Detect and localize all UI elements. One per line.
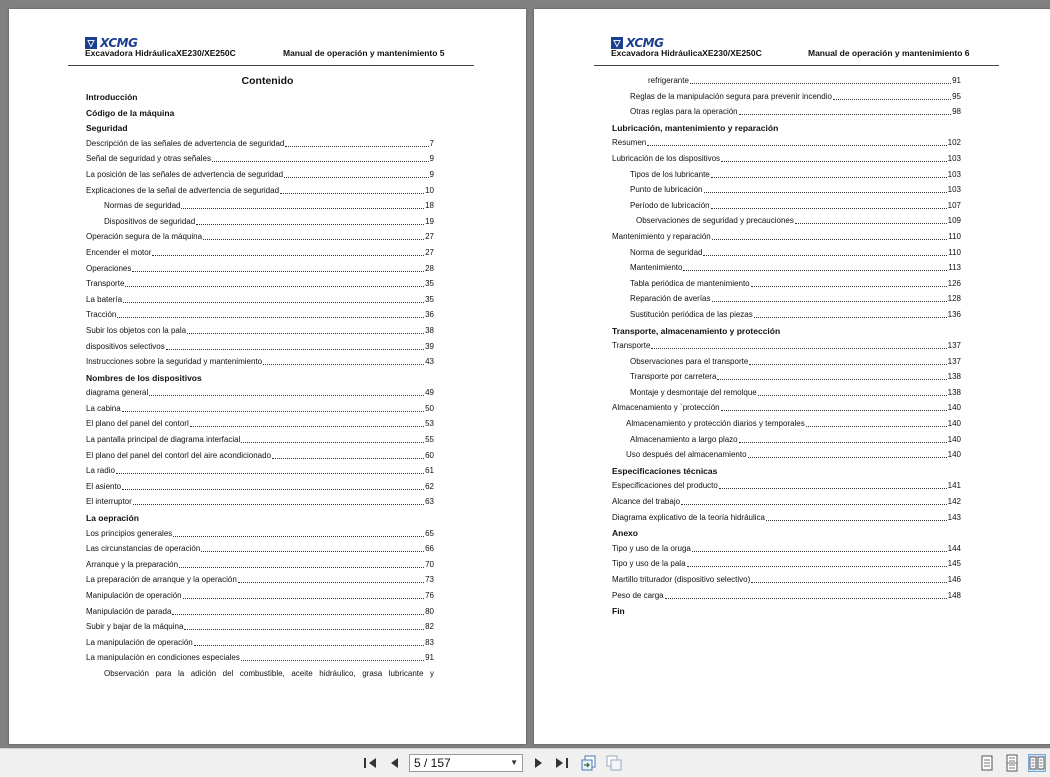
- toc-entry: [86, 404, 434, 420]
- toc-entry: [86, 357, 434, 373]
- viewer-toolbar: [0, 748, 1050, 777]
- toc-entry: [86, 92, 434, 108]
- toc-entry-page: 143: [947, 512, 961, 522]
- toc-entry-page: 103: [947, 185, 961, 195]
- toc-entry: [612, 528, 961, 544]
- toc-entry: [612, 606, 961, 622]
- toc-entry: [86, 544, 434, 560]
- toc-leader-dots: [190, 419, 424, 427]
- toc-entry-page: 103: [947, 169, 961, 179]
- toc-leader-dots: [241, 435, 424, 443]
- toc-entry-label: Uso después del almacenamiento: [626, 450, 747, 460]
- toc-entry: [612, 513, 961, 529]
- toc-leader-dots: [766, 513, 947, 521]
- toc-entry-page: 49: [425, 388, 434, 398]
- toc-entry-page: 137: [947, 341, 961, 351]
- toc-entry-label: Tipo y uso de la pala: [612, 559, 686, 569]
- toc-entry-label: Alcance del trabajo: [612, 497, 681, 507]
- toc-leader-dots: [690, 76, 951, 84]
- toc-entry: [612, 403, 961, 419]
- toc-entry: [86, 139, 434, 155]
- toc-entry-label: Explicaciones de la señal de advertencia de seguridad: [86, 185, 280, 195]
- header-left-title: Excavadora HidráulicaXE230/XE250C: [611, 48, 762, 58]
- toc-entry-page: 50: [425, 403, 434, 413]
- toc-entry: [612, 326, 961, 342]
- toc-entry: [86, 513, 434, 529]
- toc-entry-label: La manipulación en condiciones especiales: [86, 653, 240, 663]
- toc-entry: [612, 154, 961, 170]
- toc-entry-page: 28: [425, 263, 434, 273]
- toc-entry: [612, 450, 961, 466]
- toc-entry: [86, 497, 434, 513]
- toc-entry-label: Lubricación, mantenimiento y reparación: [612, 122, 779, 133]
- toc-entry-label: Transporte, almacenamiento y protección: [612, 325, 781, 336]
- header-left-title: Excavadora HidráulicaXE230/XE250C: [85, 48, 236, 58]
- toc-leader-dots: [122, 482, 424, 490]
- toc-entry-page: 140: [947, 403, 961, 413]
- toc-entry-label: El asiento: [86, 481, 122, 491]
- toc-entry: [612, 216, 961, 232]
- toc-leader-dots: [196, 217, 424, 225]
- toc-entry: [612, 263, 961, 279]
- toc-entry-page: 145: [947, 559, 961, 569]
- toc-title: Contenido: [241, 75, 294, 87]
- toc-entry: [612, 481, 961, 497]
- toc-entry-label: Norma de seguridad: [630, 247, 703, 257]
- toc-entry-label: Diagrama explicativo de la teoría hidráulica: [612, 512, 765, 522]
- toc-leader-dots: [754, 310, 947, 318]
- toc-entry-label: refrigerante: [648, 76, 689, 85]
- toc-entry-page: 70: [425, 559, 434, 569]
- toc-entry-label: Observaciones para el transporte: [630, 356, 749, 366]
- toc-entry: [612, 92, 961, 108]
- toc-leader-dots: [187, 326, 424, 334]
- toc-leader-dots: [739, 435, 947, 443]
- toc-leader-dots: [284, 170, 429, 178]
- toc-entry-label: Transporte por carretera: [630, 372, 717, 382]
- toc-leader-dots: [149, 388, 424, 396]
- toc-entry-page: 18: [425, 201, 434, 211]
- toc-entry-label: Reparación de averías: [630, 294, 711, 304]
- toc-leader-dots: [795, 216, 947, 224]
- toc-entry-page: 91: [425, 653, 434, 663]
- toc-entry: [612, 388, 961, 404]
- toc-entry: [86, 607, 434, 623]
- toc-list-left: [86, 92, 434, 685]
- toc-entry-label: Observaciones de seguridad y precauciones: [636, 216, 794, 226]
- toc-entry-label: Transporte: [86, 279, 125, 289]
- toc-entry-label: Especificaciones del producto: [612, 481, 718, 491]
- toc-leader-dots: [125, 279, 424, 287]
- toc-leader-dots: [183, 591, 424, 599]
- toc-entry-page: 138: [947, 387, 961, 397]
- toc-leader-dots: [117, 310, 424, 318]
- first-page-icon[interactable]: [362, 755, 378, 771]
- xcmg-logo-mark-icon: ▽: [85, 37, 97, 49]
- toc-entry: [612, 123, 961, 139]
- pdf-page-left: [9, 9, 526, 744]
- toc-entry-label: Almacenamiento a largo plazo: [630, 434, 738, 444]
- toc-entry: [86, 653, 434, 669]
- toc-entry-page: 62: [425, 481, 434, 491]
- toc-entry-label: Manipulación de parada: [86, 606, 172, 616]
- toc-leader-dots: [704, 185, 947, 193]
- toc-entry-page: 146: [947, 575, 961, 584]
- toc-leader-dots: [721, 403, 947, 411]
- toc-entry-page: 102: [947, 138, 961, 148]
- fit-width-icon[interactable]: [606, 755, 622, 771]
- toc-entry-label: Martillo triturador (dispositivo selectivo): [612, 575, 751, 584]
- toc-entry-page: 138: [947, 372, 961, 382]
- toc-entry-label: La preparación de arranque y la operación: [86, 575, 237, 585]
- toc-leader-dots: [647, 138, 946, 146]
- toc-entry-label: Señal de seguridad y otras señales: [86, 154, 211, 164]
- toc-entry-label: Subir y bajar de la máquina: [86, 622, 184, 632]
- toc-entry-label: Sustitución periódica de las piezas: [630, 309, 753, 319]
- pdf-page-right: [534, 9, 1050, 744]
- toc-entry: [612, 497, 961, 513]
- toc-entry-page: 107: [947, 200, 961, 210]
- toc-entry-page: 109: [947, 216, 961, 226]
- toc-entry-label: Tabla periódica de mantenimiento: [630, 278, 750, 288]
- toc-entry-page: 83: [425, 637, 434, 647]
- toc-entry-label: Dispositivos de seguridad: [104, 216, 196, 226]
- toc-leader-dots: [651, 341, 946, 349]
- toc-entry: [86, 373, 434, 389]
- toc-entry: [86, 388, 434, 404]
- toc-entry-label: La cabina: [86, 403, 121, 413]
- toc-entry: [86, 638, 434, 654]
- fit-page-icon[interactable]: [581, 755, 597, 771]
- toc-entry-page: 110: [948, 247, 961, 257]
- toc-entry-label: Tipos de los lubricante: [630, 169, 710, 179]
- toc-leader-dots: [184, 622, 424, 630]
- toc-entry-label: Subir los objetos con la pala: [86, 325, 187, 335]
- toc-entry: [86, 310, 434, 326]
- toc-leader-dots: [751, 575, 946, 583]
- toc-leader-dots: [166, 342, 424, 350]
- toc-entry-page: 136: [947, 309, 961, 319]
- single-page-view-icon[interactable]: [978, 754, 996, 772]
- toc-entry: [86, 529, 434, 545]
- toc-entry-label: La radio: [86, 466, 115, 476]
- toc-leader-dots: [739, 107, 951, 115]
- toc-entry-page: 27: [425, 232, 434, 242]
- toc-leader-dots: [212, 154, 429, 162]
- toc-entry-label: Código de la máquina: [86, 107, 175, 118]
- page-number-input[interactable]: [409, 754, 523, 772]
- toc-leader-dots: [172, 607, 424, 615]
- toc-entry-page: 35: [425, 294, 434, 304]
- toc-entry-label: Otras reglas para la operación: [630, 107, 738, 117]
- toc-leader-dots: [665, 591, 947, 599]
- toc-entry-page: 7: [429, 138, 434, 148]
- toc-leader-dots: [201, 544, 424, 552]
- toc-entry: [86, 435, 434, 451]
- toc-leader-dots: [712, 232, 948, 240]
- toc-entry: [86, 342, 434, 358]
- toc-entry-page: 98: [952, 107, 961, 117]
- toc-entry-label: Mantenimiento y reparación: [612, 231, 711, 241]
- toc-leader-dots: [285, 139, 428, 147]
- toc-list-right: [612, 76, 961, 622]
- toc-entry-label: Normas de seguridad: [104, 201, 181, 211]
- toc-entry: [86, 123, 434, 139]
- toc-entry-label: Operación segura de la máquina: [86, 232, 203, 242]
- prev-page-icon[interactable]: [386, 755, 402, 771]
- toc-leader-dots: [711, 201, 947, 209]
- toc-entry-page: 9: [429, 169, 434, 179]
- toc-entry-label: La posición de las señales de advertencia de seguridad: [86, 169, 284, 179]
- toc-entry-label: Observación para la adición del combustible, aceite hidráulico, grasa lubricante y: [104, 668, 434, 678]
- toc-entry-page: 113: [948, 263, 961, 273]
- toc-entry-label: Almacenamiento y protección diarios y temporales: [626, 419, 805, 429]
- toc-entry: [612, 170, 961, 186]
- toc-leader-dots: [806, 419, 947, 427]
- toc-entry-page: 144: [947, 543, 961, 553]
- toc-entry-page: 140: [947, 419, 961, 429]
- toc-entry-page: 95: [952, 91, 961, 101]
- toc-leader-dots: [194, 638, 424, 646]
- toc-leader-dots: [152, 248, 424, 256]
- toc-entry: [86, 560, 434, 576]
- toc-leader-dots: [721, 154, 947, 162]
- toc-entry-label: Introducción: [86, 92, 138, 102]
- next-page-icon[interactable]: [531, 755, 547, 771]
- toc-entry: [612, 559, 961, 575]
- header-rule: [594, 65, 999, 66]
- toc-leader-dots: [173, 529, 424, 537]
- toc-entry: [86, 591, 434, 607]
- toc-entry-label: Período de lubricación: [630, 200, 710, 210]
- toc-entry: [612, 341, 961, 357]
- toc-entry: [612, 201, 961, 217]
- toc-entry-label: Almacenamiento y `protección: [612, 403, 720, 413]
- toc-leader-dots: [116, 466, 424, 474]
- header-right-title: Manual de operación y mantenimiento 5: [283, 48, 445, 58]
- toc-entry-label: Seguridad: [86, 123, 128, 134]
- toc-entry: [86, 201, 434, 217]
- xcmg-logo-text: XCMG: [100, 36, 138, 50]
- toc-entry: [612, 419, 961, 435]
- toc-entry-page: 126: [947, 278, 961, 288]
- toc-leader-dots: [241, 653, 424, 661]
- toc-entry-page: 43: [425, 357, 434, 367]
- toc-entry-label: Operaciones: [86, 263, 132, 273]
- toc-entry: [86, 232, 434, 248]
- toc-entry-label: El plano del panel del contorl: [86, 419, 189, 429]
- toc-leader-dots: [132, 264, 424, 272]
- toc-entry: [612, 185, 961, 201]
- toc-entry-label: Mantenimiento: [630, 263, 683, 273]
- toc-entry-page: 38: [425, 325, 434, 335]
- two-page-view-icon[interactable]: [1028, 754, 1046, 772]
- toc-entry-page: 53: [425, 419, 434, 429]
- toc-entry: [612, 107, 961, 123]
- toc-entry-label: El plano del panel del contorl del aire acondicionado: [86, 450, 272, 460]
- toc-entry: [612, 310, 961, 326]
- toc-leader-dots: [179, 560, 424, 568]
- toc-leader-dots: [687, 559, 947, 567]
- toc-entry: [612, 279, 961, 295]
- toc-entry-label: Lubricación de los dispositivos: [612, 153, 721, 163]
- toc-entry-page: 76: [425, 591, 434, 600]
- continuous-view-icon[interactable]: [1003, 754, 1021, 772]
- header-rule: [68, 65, 474, 66]
- toc-entry: [612, 248, 961, 264]
- toc-entry-page: 63: [425, 497, 434, 507]
- toc-entry-label: dispositivos selectivos: [86, 341, 165, 351]
- xcmg-logo-text: XCMG: [626, 36, 664, 50]
- toc-entry-label: Punto de lubricación: [630, 185, 703, 195]
- toc-leader-dots: [712, 294, 947, 302]
- toc-entry-label: Especificaciones técnicas: [612, 465, 718, 476]
- toc-entry: [86, 154, 434, 170]
- toc-entry-label: Las circunstancias de operación: [86, 544, 201, 554]
- toc-entry: [86, 622, 434, 638]
- toc-leader-dots: [238, 575, 424, 583]
- toc-entry-page: 73: [425, 575, 434, 585]
- toc-entry: [612, 294, 961, 310]
- toc-entry: [612, 466, 961, 482]
- toc-entry-page: 61: [425, 466, 434, 476]
- xcmg-logo-mark-icon: ▽: [611, 37, 623, 49]
- toc-entry: [612, 232, 961, 248]
- toc-entry-page: 60: [425, 450, 434, 460]
- toc-entry-label: Reglas de la manipulación segura para prevenir incendio: [630, 91, 832, 101]
- toc-entry-page: 82: [425, 622, 434, 632]
- toc-leader-dots: [280, 186, 424, 194]
- toc-leader-dots: [703, 248, 947, 256]
- toc-leader-dots: [123, 295, 424, 303]
- toc-entry-page: 27: [425, 247, 434, 257]
- toc-leader-dots: [749, 357, 946, 365]
- toc-entry-label: La batería: [86, 294, 123, 304]
- toc-leader-dots: [203, 232, 424, 240]
- toc-entry: [86, 326, 434, 342]
- toc-entry-page: 19: [425, 216, 434, 226]
- toc-entry: [612, 575, 961, 591]
- toc-entry-page: 142: [947, 497, 961, 507]
- toc-entry-label: Arranque y la preparación: [86, 559, 179, 569]
- toc-entry-label: El interruptor: [86, 497, 132, 507]
- toc-entry: [86, 248, 434, 264]
- toc-leader-dots: [748, 450, 947, 458]
- page-dropdown-chevron-icon[interactable]: ▼: [510, 758, 518, 767]
- toc-entry-page: 55: [425, 435, 434, 445]
- toc-leader-dots: [681, 497, 947, 505]
- toc-entry-label: Peso de carga: [612, 590, 664, 600]
- last-page-icon[interactable]: [554, 755, 570, 771]
- toc-entry: [86, 170, 434, 186]
- toc-entry-label: La manipulación de operación: [86, 637, 193, 647]
- toc-entry: [612, 372, 961, 388]
- toc-entry: [86, 264, 434, 280]
- toc-entry: [86, 466, 434, 482]
- toc-entry-page: 137: [947, 356, 961, 366]
- toc-entry: [86, 217, 434, 233]
- toc-leader-dots: [683, 263, 947, 271]
- toc-leader-dots: [758, 388, 947, 396]
- toc-entry-label: Tracción: [86, 310, 117, 320]
- toc-leader-dots: [833, 92, 951, 100]
- toc-entry-page: 9: [429, 154, 434, 164]
- toc-entry-page: 39: [425, 341, 434, 351]
- toc-entry: [86, 575, 434, 591]
- toc-entry-label: Anexo: [612, 528, 638, 539]
- toc-entry-page: 140: [947, 450, 961, 460]
- toc-leader-dots: [717, 372, 946, 380]
- toc-entry-label: Los principios generales: [86, 528, 173, 538]
- toc-leader-dots: [263, 357, 424, 365]
- toc-entry-label: Nombres de los dispositivos: [86, 372, 202, 383]
- toc-entry: [86, 295, 434, 311]
- toc-entry-label: Tipo y uso de la oruga: [612, 543, 691, 553]
- toc-entry-page: 103: [947, 153, 961, 163]
- toc-entry-label: La pantalla principal de diagrama interfacial: [86, 435, 241, 445]
- toc-entry: [86, 108, 434, 124]
- toc-entry: [612, 544, 961, 560]
- toc-entry-label: Fin: [612, 606, 625, 617]
- toc-leader-dots: [272, 451, 424, 459]
- toc-leader-dots: [751, 279, 947, 287]
- toc-entry-label: Transporte: [612, 341, 651, 351]
- toc-entry-label: La oepración: [86, 513, 139, 524]
- toc-leader-dots: [181, 201, 424, 209]
- toc-entry-page: 141: [947, 481, 961, 491]
- toc-entry-label: Montaje y desmontaje del remolque: [630, 387, 757, 397]
- header-right-title: Manual de operación y mantenimiento 6: [808, 48, 970, 58]
- toc-entry: [612, 591, 961, 607]
- toc-entry-label: Resumen: [612, 138, 647, 148]
- toc-entry-page: 110: [948, 231, 961, 241]
- toc-entry: [86, 482, 434, 498]
- toc-entry-page: 128: [947, 294, 961, 304]
- toc-entry: [612, 76, 961, 92]
- toc-entry-label: Descripción de las señales de advertencia de seguridad: [86, 138, 285, 148]
- toc-entry: [86, 669, 434, 685]
- toc-entry: [612, 357, 961, 373]
- toc-entry-label: Instrucciones sobre la seguridad y mantenimiento: [86, 357, 263, 367]
- toc-leader-dots: [692, 544, 947, 552]
- toc-entry: [612, 138, 961, 154]
- toc-entry: [86, 419, 434, 435]
- toc-entry: [86, 186, 434, 202]
- toc-entry-label: diagrama general: [86, 388, 149, 398]
- toc-entry-page: 36: [425, 310, 434, 320]
- toc-entry-page: 148: [947, 590, 961, 600]
- toc-leader-dots: [133, 497, 424, 505]
- toc-entry-page: 66: [425, 544, 434, 554]
- toc-entry-label: Encender el motor: [86, 247, 152, 257]
- toc-entry-page: 10: [425, 185, 434, 195]
- toc-entry-label: Manipulación de operación: [86, 591, 182, 600]
- toc-entry-page: 65: [425, 528, 434, 538]
- toc-entry-page: 91: [952, 76, 961, 85]
- toc-entry: [86, 279, 434, 295]
- toc-entry-page: 140: [947, 434, 961, 444]
- toc-entry: [86, 451, 434, 467]
- toc-leader-dots: [122, 404, 424, 412]
- toc-entry-page: 35: [425, 279, 434, 289]
- toc-leader-dots: [711, 170, 947, 178]
- page-indicator-text: 5 / 157: [414, 756, 451, 770]
- toc-entry: [612, 435, 961, 451]
- toc-leader-dots: [719, 481, 947, 489]
- toc-entry-page: 80: [425, 606, 434, 616]
